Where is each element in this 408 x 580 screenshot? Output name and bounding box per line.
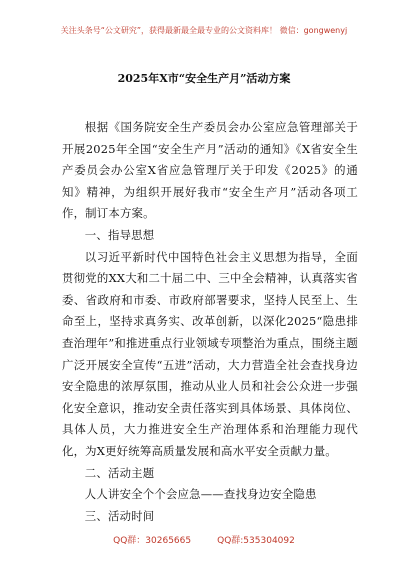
section-body-guiding-ideology: 以习近平新时代中国特色社会主义思想为指导，全面贯彻党的XX大和二十届二中、三中全会精神，认真落实省委、省政府和市委、市政府部署要求，坚持人民至上、生命至上，坚持求真务实、改革创新，以深化2025“隐患排查治理年”和推进重点行业领域专项整治为重点，围绕主题广泛开展安全宣传“五进”活动，大力营造全社会查找身边安全隐患的浓厚氛围，推动从业人员和社会公众进一步强化安全意识，推动安全责任落实到具体场景、具体岗位、具体人员，大力推进安全生产治理体系和治理能力现代化，为X更好统筹高质量发展和高水平安全贡献力量。 bbox=[62, 249, 358, 458]
qq-group-2: QQ群:535304092 bbox=[217, 536, 295, 546]
footer-contact bbox=[0, 533, 408, 546]
intro-paragraph: 根据《国务院安全生产委员会办公室应急管理部关于开展2025年全国“安全生产月”活动的通知》《X省安全生产委员会办公室X省应急管理厅关于印发《2025》的通知》精神，为组织开展好我市“安全生产月”活动各项工作，制订本方案。 bbox=[62, 120, 358, 221]
section-heading-activity-time: 三、活动时间 bbox=[84, 508, 155, 523]
section-heading-guiding-ideology: 一、指导思想 bbox=[84, 227, 155, 242]
document-title: 2025年X市“安全生产月”活动方案 bbox=[117, 72, 291, 85]
section-body-activity-theme: 人人讲安全个个会应急——查找身边安全隐患 bbox=[84, 487, 317, 502]
promo-banner: 关注头条号“公文研究”，获得最新最全最专业的公文资料库！ 微信：gongwenyj bbox=[60, 26, 348, 35]
qq-group-1: QQ群：30265665 bbox=[113, 536, 192, 546]
document-body bbox=[62, 117, 358, 527]
section-heading-activity-theme: 二、活动主题 bbox=[84, 465, 155, 480]
